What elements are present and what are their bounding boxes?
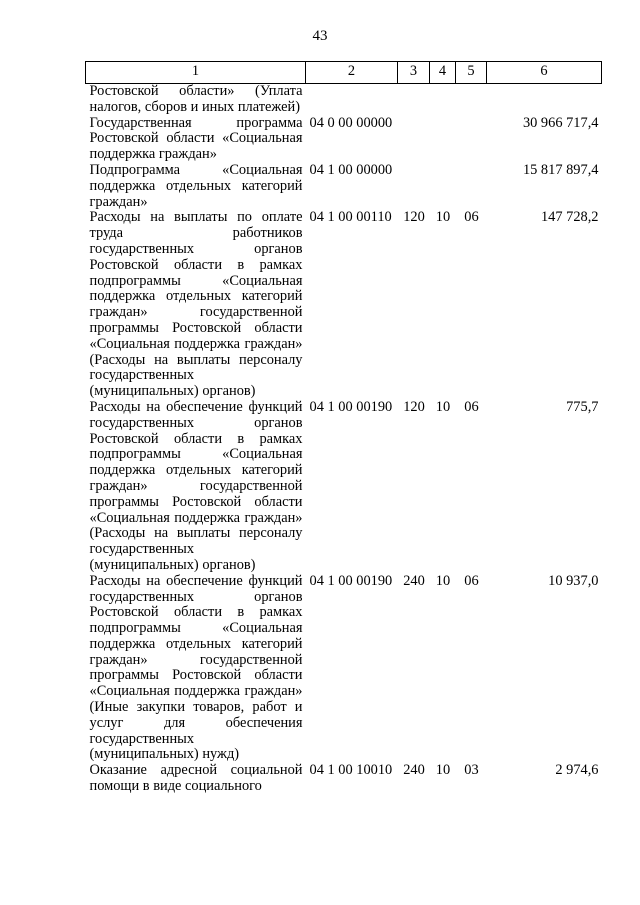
row-name: Расходы на выплаты по оплате труда работников государственных органов Ростовской области в рамках подпрограммы «Социальная поддержка отдельных категорий граждан» государственной программы Ростовской области «Социальная поддержка граждан» (Расходы на выплаты персоналу государственных (муниципальных) органов) xyxy=(89,209,303,400)
column-header-6: 6 xyxy=(487,62,602,84)
table-row xyxy=(86,84,602,116)
column-header-1: 1 xyxy=(86,62,306,84)
row-expense-type: 120 xyxy=(403,209,425,226)
row-amount: 2 974,6 xyxy=(555,762,599,779)
row-amount: 30 966 717,4 xyxy=(522,114,599,131)
row-name: Расходы на обеспечение функций государственных органов Ростовской области в рамках подпрограммы «Социальная поддержка отдельных категорий граждан» государственной программы Ростовской области «Социальная поддержка граждан» (Иные закупки товаров, работ и услуг для обеспечения государственных (муниципальных) нужд) xyxy=(89,572,303,763)
row-expense-type: 120 xyxy=(403,398,425,415)
row-section: 10 xyxy=(435,762,451,779)
row-expense-type xyxy=(398,163,430,210)
row-amount: 10 937,0 xyxy=(548,572,599,589)
row-section: 10 xyxy=(435,209,451,226)
row-subsection: 03 xyxy=(464,762,479,779)
row-subsection: 06 xyxy=(464,572,479,589)
table-row xyxy=(86,400,602,574)
row-amount: 147 728,2 xyxy=(540,209,599,226)
row-section: 10 xyxy=(435,572,451,589)
row-target-code: 04 1 00 00190 xyxy=(309,572,393,589)
row-section xyxy=(430,163,456,210)
row-target-code: 04 1 00 00190 xyxy=(309,398,393,415)
row-amount xyxy=(487,84,602,116)
row-name: Ростовской области» (Уплата налогов, сборов и иных платежей) xyxy=(89,83,303,115)
row-section xyxy=(430,84,456,116)
row-name: Расходы на обеспечение функций государственных органов Ростовской области в рамках подпрограммы «Социальная поддержка отдельных категорий граждан» государственной программы Ростовской области «Социальная поддержка граждан» (Расходы на выплаты персоналу государственных (муниципальных) органов) xyxy=(89,398,303,573)
row-subsection xyxy=(456,163,487,210)
column-header-2: 2 xyxy=(306,62,398,84)
column-header-4: 4 xyxy=(430,62,456,84)
row-amount: 775,7 xyxy=(566,398,599,415)
row-name: Оказание адресной социальной помощи в виде социального xyxy=(89,762,303,795)
table-row xyxy=(86,210,602,400)
row-target-code xyxy=(306,84,398,116)
table-row xyxy=(86,574,602,764)
row-name: Государственная программа Ростовской области «Социальная поддержка граждан» xyxy=(89,114,303,163)
row-expense-type xyxy=(398,116,430,163)
table-header-row xyxy=(86,62,602,84)
row-expense-type: 240 xyxy=(403,762,425,779)
row-expense-type: 240 xyxy=(403,572,425,589)
column-header-3: 3 xyxy=(398,62,430,84)
budget-table xyxy=(85,61,602,795)
row-target-code: 04 1 00 10010 xyxy=(309,762,393,779)
row-section: 10 xyxy=(435,398,451,415)
row-target-code: 04 0 00 00000 xyxy=(309,114,393,131)
row-subsection: 06 xyxy=(464,398,479,415)
row-target-code: 04 1 00 00110 xyxy=(309,209,392,226)
row-subsection xyxy=(456,84,487,116)
table-row xyxy=(86,763,602,795)
row-amount: 15 817 897,4 xyxy=(522,161,599,178)
table-row xyxy=(86,163,602,210)
table-row xyxy=(86,116,602,163)
page-number: 43 xyxy=(312,28,328,44)
row-subsection: 06 xyxy=(464,209,479,226)
row-section xyxy=(430,116,456,163)
row-subsection xyxy=(456,116,487,163)
row-target-code: 04 1 00 00000 xyxy=(309,161,393,178)
column-header-5: 5 xyxy=(456,62,487,84)
row-expense-type xyxy=(398,84,430,116)
row-name: Подпрограмма «Социальная поддержка отдельных категорий граждан» xyxy=(89,161,303,210)
